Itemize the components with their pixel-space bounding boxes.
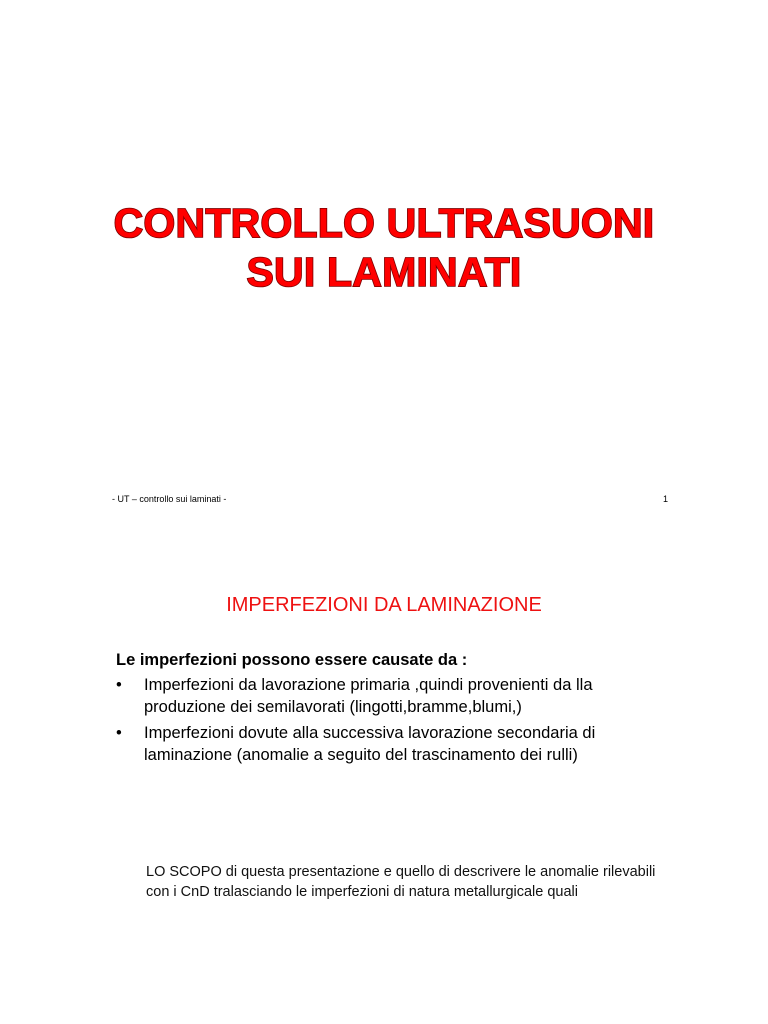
intro-text: Le imperfezioni possono essere causate da : — [116, 651, 468, 669]
slide-1-title-line-2: SUI LAMINATI — [246, 249, 522, 295]
list-item-text: Imperfezioni dovute alla successiva lavorazione secondaria di laminazione (anomalie a seguito del trascinamento dei rulli) — [144, 724, 596, 764]
list-item-text: Imperfezioni da lavorazione primaria ,quindi provenienti da lla produzione dei semilavorati (lingotti,bramme,blumi,) — [144, 676, 593, 716]
list-item — [116, 722, 676, 766]
footer-caption: - UT – controllo sui laminati - — [112, 494, 227, 504]
list-item — [116, 674, 676, 718]
bullet-list — [116, 674, 676, 770]
slide-1-title — [0, 199, 768, 297]
scope-note: LO SCOPO di questa presentazione e quello di descrivere le anomalie rilevabili con i CnD tralasciando le imperfezioni di natura metallurgicale quali — [146, 864, 656, 900]
bullet-icon: • — [116, 676, 122, 694]
slide-1-title-line-1: CONTROLLO ULTRASUONI — [113, 200, 655, 246]
slide-2-title: IMPERFEZIONI DA LAMINAZIONE — [226, 594, 542, 616]
bullet-icon: • — [116, 724, 122, 742]
page-number: 1 — [662, 494, 668, 504]
